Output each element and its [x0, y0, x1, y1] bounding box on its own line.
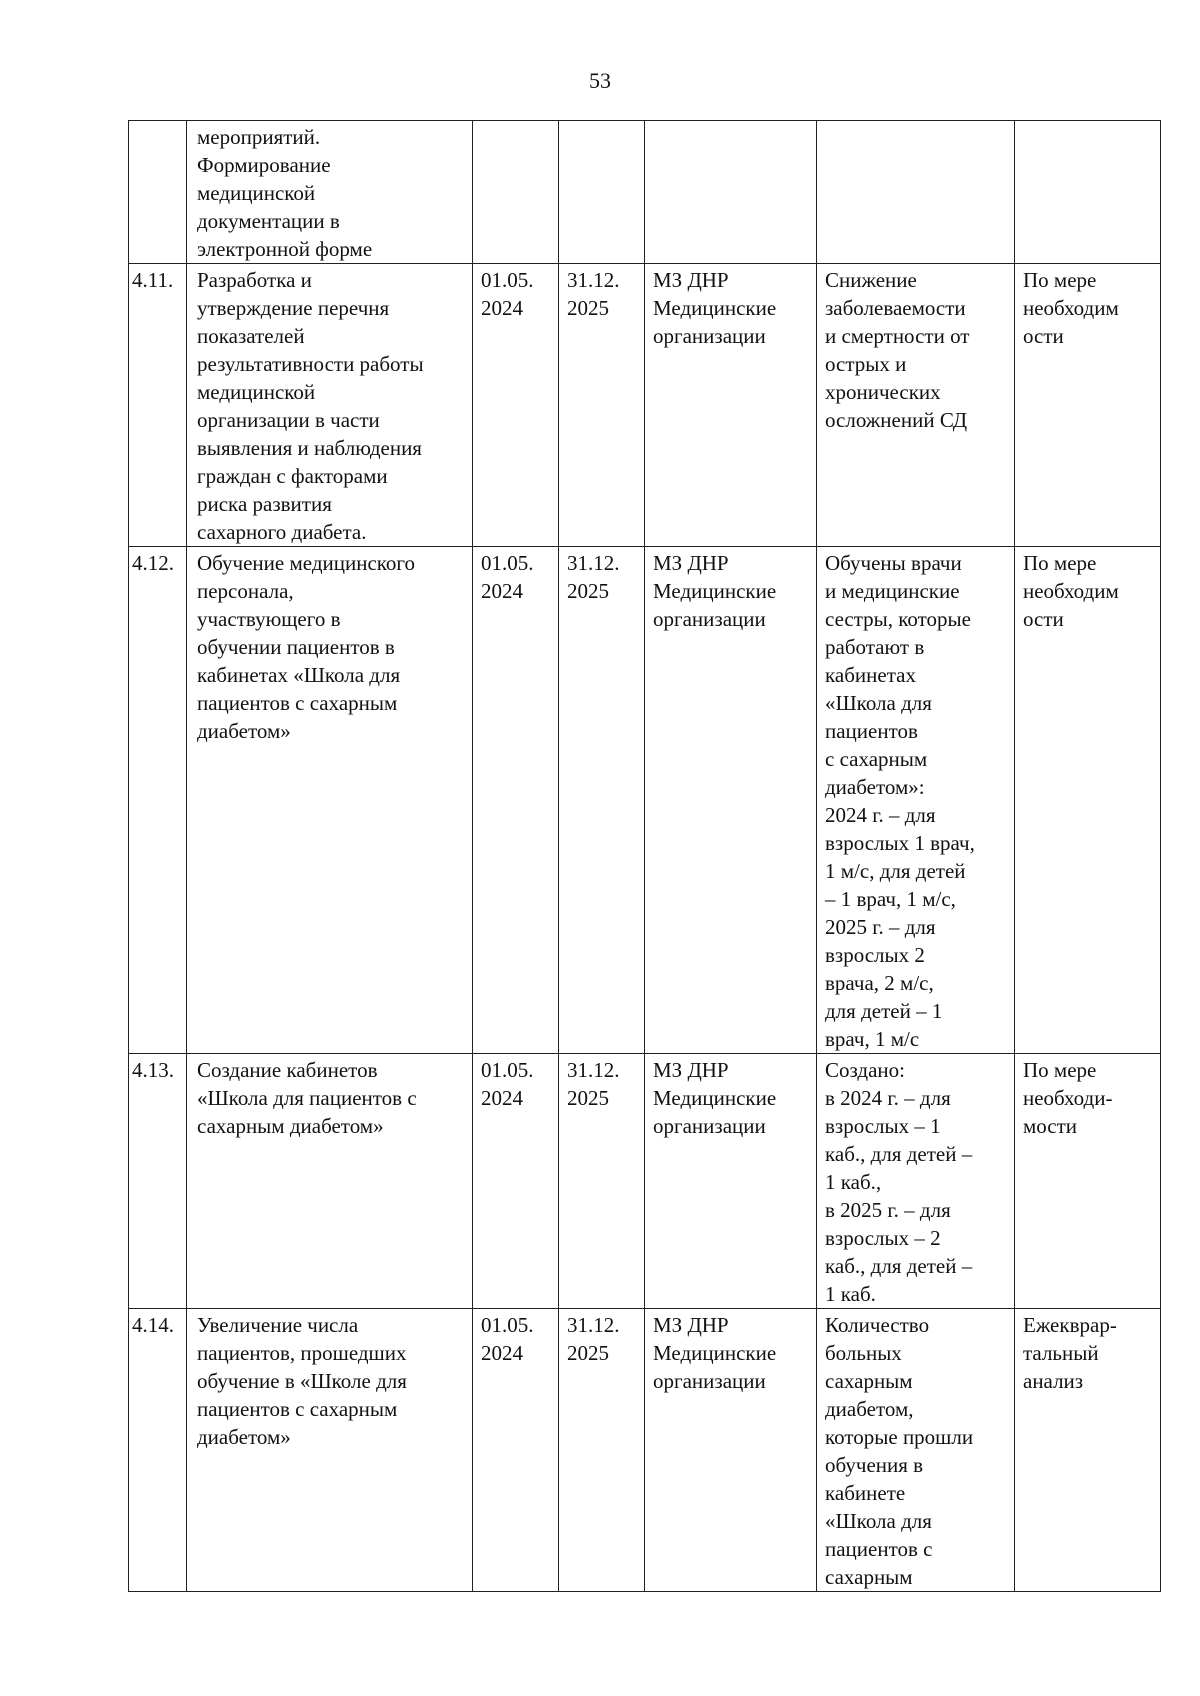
expected-result: Количество больных сахарным диабетом, которые прошли обучения в кабинете «Школа для пациентов с сахарным	[817, 1309, 1015, 1592]
row-number: 4.13.	[129, 1054, 187, 1309]
activity-description: Обучение медицинского персонала, участвующего в обучении пациентов в кабинетах «Школа для пациентов с сахарным диабетом»	[187, 547, 473, 1054]
start-date: 01.05. 2024	[473, 1309, 559, 1592]
expected-result: Снижение заболеваемости и смертности от острых и хронических осложнений СД	[817, 264, 1015, 547]
control-frequency: По мере необходим ости	[1015, 264, 1161, 547]
responsible	[645, 121, 817, 264]
end-date: 31.12. 2025	[559, 264, 645, 547]
start-date	[473, 121, 559, 264]
responsible: МЗ ДНР Медицинские организации	[645, 547, 817, 1054]
control-frequency: По мере необходи- мости	[1015, 1054, 1161, 1309]
activity-description: Создание кабинетов «Школа для пациентов с сахарным диабетом»	[187, 1054, 473, 1309]
activity-description: мероприятий. Формирование медицинской документации в электронной форме	[187, 121, 473, 264]
responsible: МЗ ДНР Медицинские организации	[645, 1054, 817, 1309]
responsible: МЗ ДНР Медицинские организации	[645, 264, 817, 547]
end-date: 31.12. 2025	[559, 547, 645, 1054]
table-row	[129, 121, 1161, 264]
end-date	[559, 121, 645, 264]
activity-description: Увеличение числа пациентов, прошедших обучение в «Школе для пациентов с сахарным диабетом»	[187, 1309, 473, 1592]
end-date: 31.12. 2025	[559, 1309, 645, 1592]
row-number: 4.12.	[129, 547, 187, 1054]
start-date: 01.05. 2024	[473, 547, 559, 1054]
expected-result: Создано: в 2024 г. – для взрослых – 1 каб., для детей – 1 каб., в 2025 г. – для взрослых – 2 каб., для детей – 1 каб.	[817, 1054, 1015, 1309]
activity-description: Разработка и утверждение перечня показателей результативности работы медицинской организации в части выявления и наблюдения граждан с факторами риска развития сахарного диабета.	[187, 264, 473, 547]
control-frequency	[1015, 121, 1161, 264]
expected-result: Обучены врачи и медицинские сестры, которые работают в кабинетах «Школа для пациентов с сахарным диабетом»: 2024 г. – для взрослых 1 врач, 1 м/с, для детей – 1 врач, 1 м/с, 2025 г. – для взрослых 2 врача, 2 м/с, для детей – 1 врач, 1 м/с	[817, 547, 1015, 1054]
responsible: МЗ ДНР Медицинские организации	[645, 1309, 817, 1592]
table-row	[129, 547, 1161, 1054]
row-number: 4.14.	[129, 1309, 187, 1592]
control-frequency: По мере необходим ости	[1015, 547, 1161, 1054]
table-row	[129, 264, 1161, 547]
start-date: 01.05. 2024	[473, 1054, 559, 1309]
row-number	[129, 121, 187, 264]
table-row	[129, 1054, 1161, 1309]
row-number: 4.11.	[129, 264, 187, 547]
page-number: 53	[589, 68, 611, 93]
control-frequency: Ежекврар- тальный анализ	[1015, 1309, 1161, 1592]
start-date: 01.05. 2024	[473, 264, 559, 547]
end-date: 31.12. 2025	[559, 1054, 645, 1309]
table-row	[129, 1309, 1161, 1592]
activities-table	[128, 120, 1161, 1592]
expected-result	[817, 121, 1015, 264]
